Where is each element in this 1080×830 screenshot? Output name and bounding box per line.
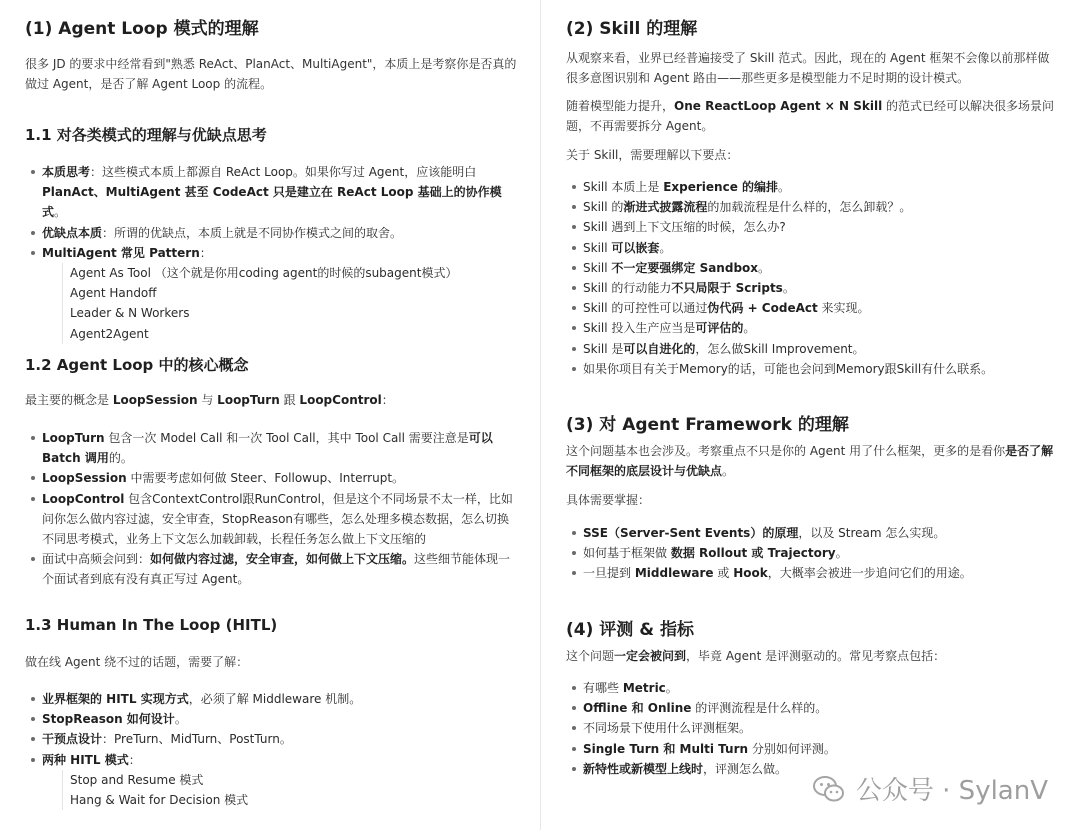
list-item: LoopSession 中需要考虑如何做 Steer、Followup、Interrupt。: [25, 468, 520, 488]
list-item: Skill 投入生产应当是可评估的。: [566, 318, 1061, 338]
section-1-3-list: [25, 689, 520, 810]
list-item: Skill 不一定要强绑定 Sandbox。: [566, 258, 1061, 278]
sub-list-item: Agent2Agent: [70, 326, 149, 341]
list-item: 新特性或新模型上线时，评测怎么做。: [566, 759, 1061, 779]
section-1-3-title: 1.3 Human In The Loop (HITL): [25, 616, 278, 634]
section-2-list: [566, 177, 1061, 379]
list-item: Skill 遇到上下文压缩的时候，怎么办?: [566, 217, 1061, 237]
list-item: 业界框架的 HITL 实现方式，必须了解 Middleware 机制。: [25, 689, 520, 709]
watermark-text: 公众号 · SylanV: [855, 776, 1048, 806]
section-4-para-1: 这个问题一定会被问到，毕竟 Agent 是评测驱动的。常见考察点包括：: [566, 649, 946, 663]
section-1-2-title: 1.2 Agent Loop 中的核心概念: [25, 356, 249, 374]
sub-list-item: Stop and Resume 模式: [70, 772, 204, 787]
section-3-list: [566, 523, 1061, 584]
list-item: 如果你项目有关于Memory的话，可能也会问到Memory跟Skill有什么联系。: [566, 359, 1061, 379]
list-item: SSE（Server-Sent Events）的原理，以及 Stream 怎么实现。: [566, 523, 1061, 543]
section-2-title: (2) Skill 的理解: [566, 19, 698, 39]
sub-list-item: Agent As Tool （这个就是你用coding agent的时候的subagent模式）: [70, 266, 458, 281]
section-2-para-2: 随着模型能力提升，One ReactLoop Agent × N Skill 的范式已经可以解决很多场景问题，不再需要拆分 Agent。: [566, 99, 1055, 133]
sub-list-item: Hang & Wait for Decision 模式: [70, 793, 249, 808]
section-3-para-2: 具体需要掌握：: [566, 493, 651, 507]
list-item: 一旦提到 Middleware 或 Hook，大概率会被进一步追问它们的用途。: [566, 563, 1061, 583]
list-item: Skill 可以嵌套。: [566, 238, 1061, 258]
section-3-para-1: 这个问题基本也会涉及。考察重点不只是你的 Agent 用了什么框架，更多的是看你是否了解不同框架的底层设计与优缺点。: [566, 444, 1054, 478]
section-1-1-title: 1.1 对各类模式的理解与优缺点思考: [25, 126, 267, 144]
section-1-intro: 很多 JD 的要求中经常看到"熟悉 ReAct、PlanAct、MultiAgent"，本质上是考察你是否真的做过 Agent，是否了解 Agent Loop 的流程。: [25, 57, 517, 91]
list-item: LoopControl 包含ContextControl跟RunControl，但是这个不同场景不太一样，比如问你怎么做内容过滤，安全审查，StopReason有哪些，怎么处理多模态数据，怎么切换不同思考模式，业务上下文怎么加载卸载，长程任务怎么做上下文压缩的: [25, 489, 520, 550]
wechat-icon: [812, 772, 846, 806]
watermark: [812, 770, 1048, 807]
list-item: 本质思考：这些模式本质上都源自 ReAct Loop。如果你写过 Agent，应该能明白 PlanAct、MultiAgent 甚至 CodeAct 只是建立在 ReAct Loop 基础上的协作模式。: [25, 162, 520, 223]
section-1-2-list: [25, 428, 520, 590]
list-item: 干预点设计：PreTurn、MidTurn、PostTurn。: [25, 729, 520, 749]
sub-list: [62, 770, 520, 810]
section-4-title: (4) 评测 & 指标: [566, 620, 694, 640]
list-item: Skill 的行动能力不只局限于 Scripts。: [566, 278, 1061, 298]
list-item: 优缺点本质：所谓的优缺点，本质上就是不同协作模式之间的取舍。: [25, 223, 520, 243]
list-item: Single Turn 和 Multi Turn 分别如何评测。: [566, 739, 1061, 759]
list-item: 不同场景下使用什么评测框架。: [566, 718, 1061, 738]
section-3-title: (3) 对 Agent Framework 的理解: [566, 415, 849, 435]
section-4-list: [566, 678, 1061, 779]
list-item: Skill 的渐进式披露流程的加载流程是什么样的，怎么卸载？。: [566, 197, 1061, 217]
section-1-1-list: [25, 162, 520, 344]
section-1-2-intro: 最主要的概念是 LoopSession 与 LoopTurn 跟 LoopControl：: [25, 393, 394, 407]
list-item: MultiAgent 常见 Pattern： Agent As Tool （这个就是你用coding agent的时候的subagent模式） Agent Handoff Leader & N Workers Agent2Agent: [25, 243, 520, 344]
list-item: Skill 是可以自进化的，怎么做Skill Improvement。: [566, 339, 1061, 359]
section-1-title: (1) Agent Loop 模式的理解: [25, 19, 259, 39]
list-item: StopReason 如何设计。: [25, 709, 520, 729]
list-item: Skill 本质上是 Experience 的编排。: [566, 177, 1061, 197]
section-1-3-intro: 做在线 Agent 绕不过的话题，需要了解：: [25, 655, 249, 669]
list-item: Offline 和 Online 的评测流程是什么样的。: [566, 698, 1061, 718]
list-item: Skill 的可控性可以通过伪代码 + CodeAct 来实现。: [566, 298, 1061, 318]
list-item: LoopTurn 包含一次 Model Call 和一次 Tool Call，其中 Tool Call 需要注意是可以 Batch 调用的。: [25, 428, 520, 468]
list-item: 如何基于框架做 数据 Rollout 或 Trajectory。: [566, 543, 1061, 563]
sub-list-item: Agent Handoff: [70, 286, 157, 301]
section-2-para-1: 从观察来看，业界已经普遍接受了 Skill 范式。因此，现在的 Agent 框架不会像以前那样做很多意图识别和 Agent 路由——那些更多是模型能力不足时期的设计模式。: [566, 51, 1050, 85]
section-2-para-3: 关于 Skill，需要理解以下要点：: [566, 148, 739, 162]
list-item: 两种 HITL 模式： Stop and Resume 模式 Hang & Wait for Decision 模式: [25, 750, 520, 811]
list-item: 有哪些 Metric。: [566, 678, 1061, 698]
right-column: [541, 0, 1080, 830]
sub-list-item: Leader & N Workers: [70, 306, 190, 321]
list-item: 面试中高频会问到：如何做内容过滤，安全审查，如何做上下文压缩。这些细节能体现一个面试者到底有没有真正写过 Agent。: [25, 549, 520, 589]
sub-list: [62, 263, 520, 344]
